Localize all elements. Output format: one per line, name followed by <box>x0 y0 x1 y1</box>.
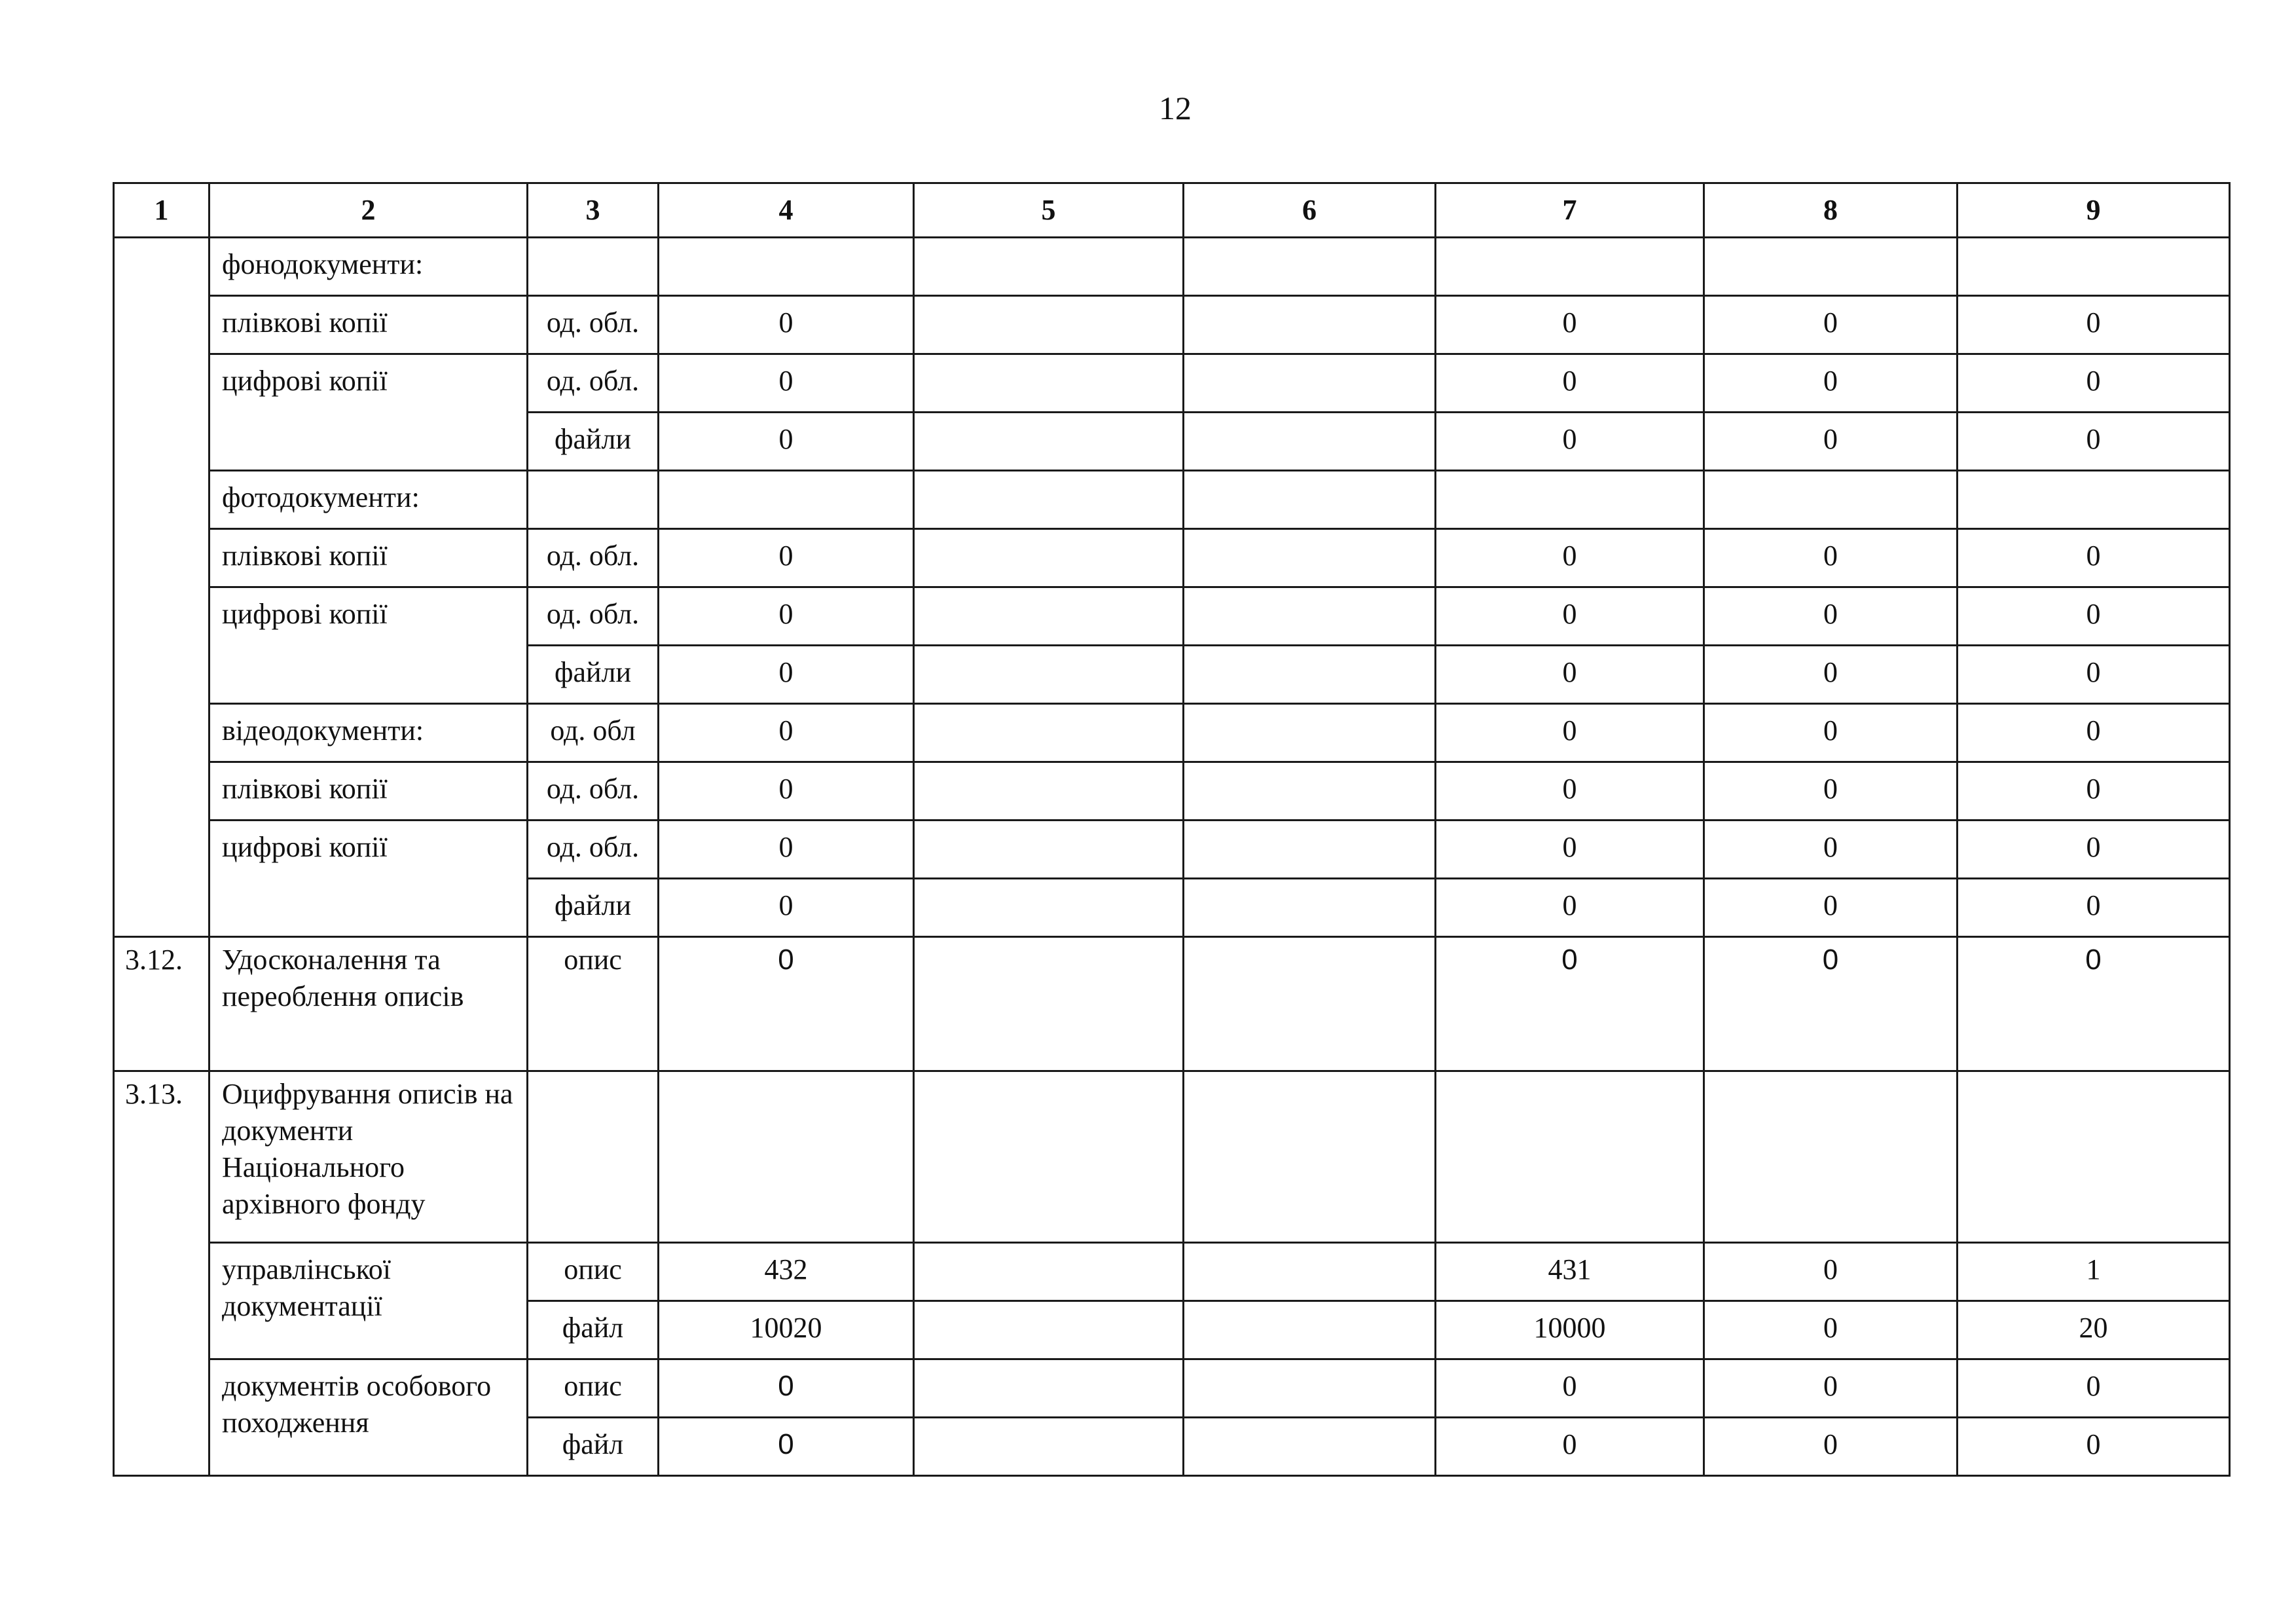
unit-cell: файл <box>528 1301 659 1359</box>
unit-cell: од. обл. <box>528 821 659 879</box>
value-cell <box>914 587 1184 646</box>
value-cell: 0 <box>659 821 914 879</box>
table-row <box>114 238 2230 296</box>
table-row <box>114 587 2230 646</box>
table-row <box>114 762 2230 821</box>
value-cell: 0 <box>1958 937 2230 1071</box>
column-header-1: 1 <box>114 183 210 238</box>
row-name-cell: документів особового походження <box>210 1359 528 1476</box>
unit-cell: опис <box>528 1359 659 1418</box>
value-cell <box>914 762 1184 821</box>
value-cell <box>1958 1071 2230 1243</box>
value-cell: 0 <box>1436 413 1704 471</box>
value-cell: 0 <box>1436 646 1704 704</box>
row-number-cell: 3.12. <box>114 937 210 1071</box>
value-cell: 0 <box>1958 413 2230 471</box>
value-cell: 0 <box>1958 821 2230 879</box>
value-cell: 0 <box>1436 1418 1704 1476</box>
table-row <box>114 471 2230 529</box>
value-cell: 0 <box>1958 354 2230 413</box>
value-cell <box>1704 1071 1958 1243</box>
value-cell: 0 <box>1704 879 1958 937</box>
unit-cell: од. обл. <box>528 587 659 646</box>
unit-cell: файли <box>528 646 659 704</box>
value-cell <box>659 471 914 529</box>
value-cell: 0 <box>1436 704 1704 762</box>
value-cell: 0 <box>659 1359 914 1418</box>
value-cell <box>659 1071 914 1243</box>
unit-cell: од. обл. <box>528 354 659 413</box>
value-cell <box>914 238 1184 296</box>
value-cell: 0 <box>659 1418 914 1476</box>
value-cell <box>914 646 1184 704</box>
table-row <box>114 1243 2230 1301</box>
value-cell <box>659 238 914 296</box>
value-cell <box>1184 1243 1436 1301</box>
row-name-cell: цифрові копії <box>210 354 528 471</box>
unit-cell: од. обл. <box>528 762 659 821</box>
row-name-cell: управлінської документації <box>210 1243 528 1359</box>
value-cell: 0 <box>1704 1243 1958 1301</box>
value-cell: 0 <box>659 587 914 646</box>
row-name-cell: плівкові копії <box>210 296 528 354</box>
unit-cell: файл <box>528 1418 659 1476</box>
row-name-cell: Удосконалення та переоблення описів <box>210 937 528 1071</box>
table-row <box>114 296 2230 354</box>
column-header-8: 8 <box>1704 183 1958 238</box>
value-cell: 0 <box>1436 529 1704 587</box>
value-cell <box>1958 238 2230 296</box>
value-cell: 431 <box>1436 1243 1704 1301</box>
value-cell: 0 <box>659 762 914 821</box>
unit-cell: од. обл. <box>528 529 659 587</box>
value-cell <box>1184 704 1436 762</box>
value-cell: 0 <box>659 413 914 471</box>
value-cell <box>1184 821 1436 879</box>
row-name-cell: відеодокументи: <box>210 704 528 762</box>
value-cell <box>914 1359 1184 1418</box>
value-cell <box>1436 238 1704 296</box>
value-cell <box>914 354 1184 413</box>
value-cell <box>1184 1071 1436 1243</box>
value-cell <box>1184 296 1436 354</box>
value-cell: 0 <box>1704 587 1958 646</box>
value-cell <box>914 821 1184 879</box>
value-cell <box>1184 937 1436 1071</box>
column-header-3: 3 <box>528 183 659 238</box>
value-cell <box>1184 1301 1436 1359</box>
value-cell: 10000 <box>1436 1301 1704 1359</box>
table-row <box>114 1359 2230 1418</box>
row-name-cell: плівкові копії <box>210 529 528 587</box>
value-cell <box>914 413 1184 471</box>
unit-cell: опис <box>528 1243 659 1301</box>
value-cell <box>1958 471 2230 529</box>
value-cell: 0 <box>1958 529 2230 587</box>
value-cell <box>914 471 1184 529</box>
column-header-4: 4 <box>659 183 914 238</box>
value-cell: 0 <box>1704 937 1958 1071</box>
value-cell: 0 <box>1436 762 1704 821</box>
value-cell <box>914 296 1184 354</box>
column-header-7: 7 <box>1436 183 1704 238</box>
unit-cell: опис <box>528 937 659 1071</box>
value-cell <box>1436 1071 1704 1243</box>
value-cell: 0 <box>659 296 914 354</box>
unit-cell <box>528 238 659 296</box>
value-cell <box>914 1418 1184 1476</box>
column-header-6: 6 <box>1184 183 1436 238</box>
value-cell <box>1184 471 1436 529</box>
unit-cell <box>528 471 659 529</box>
value-cell: 432 <box>659 1243 914 1301</box>
value-cell: 0 <box>1436 296 1704 354</box>
unit-cell <box>528 1071 659 1243</box>
value-cell: 0 <box>1704 354 1958 413</box>
row-name-cell: Оцифрування описів на документи Національного архівного фонду <box>210 1071 528 1243</box>
unit-cell: файли <box>528 879 659 937</box>
table-row <box>114 704 2230 762</box>
value-cell <box>1184 879 1436 937</box>
value-cell <box>1184 413 1436 471</box>
value-cell: 0 <box>1958 1359 2230 1418</box>
row-name-cell: фонодокументи: <box>210 238 528 296</box>
row-name-cell: цифрові копії <box>210 821 528 937</box>
value-cell <box>1704 238 1958 296</box>
value-cell <box>914 1243 1184 1301</box>
row-number-cell <box>114 238 210 937</box>
value-cell: 0 <box>1704 762 1958 821</box>
column-header-5: 5 <box>914 183 1184 238</box>
value-cell <box>914 937 1184 1071</box>
unit-cell: од. обл <box>528 704 659 762</box>
page-number: 12 <box>1159 90 1192 126</box>
value-cell <box>1184 529 1436 587</box>
value-cell: 0 <box>1436 937 1704 1071</box>
row-name-cell: фотодокументи: <box>210 471 528 529</box>
header-row <box>114 183 2230 238</box>
value-cell: 0 <box>1436 587 1704 646</box>
value-cell: 0 <box>1704 821 1958 879</box>
value-cell: 0 <box>1704 704 1958 762</box>
value-cell <box>1184 762 1436 821</box>
value-cell: 0 <box>1704 529 1958 587</box>
value-cell: 0 <box>1958 879 2230 937</box>
value-cell: 0 <box>659 354 914 413</box>
value-cell: 0 <box>1436 879 1704 937</box>
row-number-cell: 3.13. <box>114 1071 210 1476</box>
value-cell <box>914 1071 1184 1243</box>
value-cell <box>1184 587 1436 646</box>
table-row <box>114 821 2230 879</box>
value-cell: 0 <box>1436 1359 1704 1418</box>
value-cell <box>1704 471 1958 529</box>
value-cell: 0 <box>1958 646 2230 704</box>
column-header-9: 9 <box>1958 183 2230 238</box>
value-cell: 0 <box>1704 1359 1958 1418</box>
value-cell: 0 <box>1704 1418 1958 1476</box>
column-header-2: 2 <box>210 183 528 238</box>
value-cell: 0 <box>1958 1418 2230 1476</box>
value-cell: 0 <box>1958 704 2230 762</box>
value-cell: 0 <box>1436 821 1704 879</box>
value-cell: 0 <box>1958 587 2230 646</box>
value-cell: 0 <box>1436 354 1704 413</box>
value-cell <box>914 704 1184 762</box>
report-table <box>113 182 2231 1477</box>
value-cell <box>1184 1359 1436 1418</box>
value-cell <box>1184 1418 1436 1476</box>
value-cell: 0 <box>1958 762 2230 821</box>
value-cell: 0 <box>659 937 914 1071</box>
value-cell: 0 <box>1704 413 1958 471</box>
value-cell: 20 <box>1958 1301 2230 1359</box>
value-cell: 0 <box>1958 296 2230 354</box>
value-cell: 1 <box>1958 1243 2230 1301</box>
unit-cell: файли <box>528 413 659 471</box>
table-row <box>114 937 2230 1071</box>
table-row <box>114 1071 2230 1243</box>
value-cell <box>914 1301 1184 1359</box>
value-cell <box>914 879 1184 937</box>
value-cell <box>1436 471 1704 529</box>
value-cell <box>1184 354 1436 413</box>
row-name-cell: цифрові копії <box>210 587 528 704</box>
value-cell: 0 <box>1704 296 1958 354</box>
value-cell: 0 <box>659 529 914 587</box>
table-row <box>114 354 2230 413</box>
value-cell <box>914 529 1184 587</box>
value-cell <box>1184 646 1436 704</box>
value-cell: 0 <box>659 646 914 704</box>
value-cell: 0 <box>1704 1301 1958 1359</box>
value-cell <box>1184 238 1436 296</box>
unit-cell: од. обл. <box>528 296 659 354</box>
value-cell: 0 <box>659 879 914 937</box>
value-cell: 0 <box>1704 646 1958 704</box>
value-cell: 0 <box>659 704 914 762</box>
value-cell: 10020 <box>659 1301 914 1359</box>
row-name-cell: плівкові копії <box>210 762 528 821</box>
table-row <box>114 529 2230 587</box>
